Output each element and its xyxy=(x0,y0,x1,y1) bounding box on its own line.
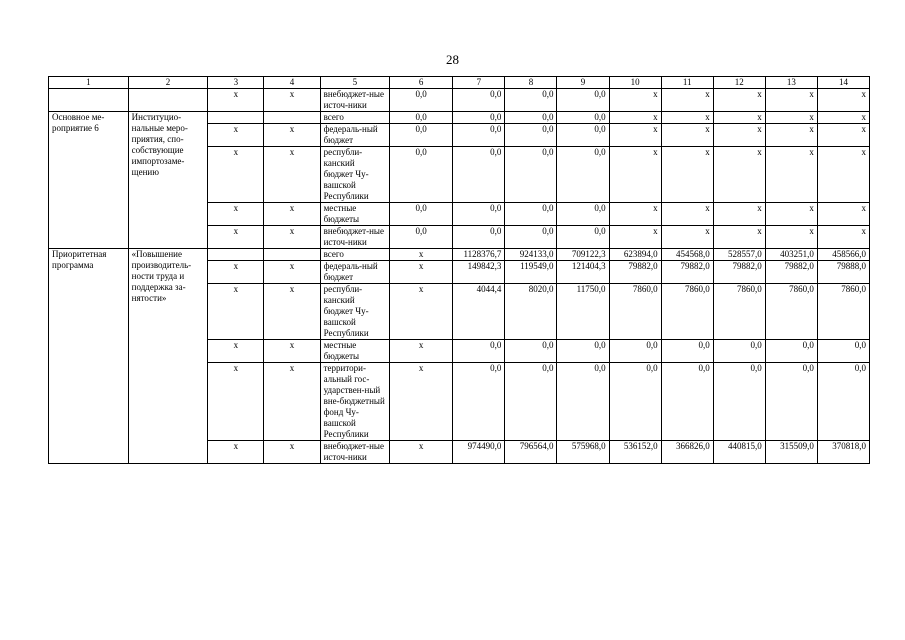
value-cell: 0,0 xyxy=(661,340,713,363)
value-cell: х xyxy=(208,124,264,147)
funding-source-cell: внебюджет-ные источ-ники xyxy=(320,89,389,112)
event-title-cell: Приоритетная программа xyxy=(49,249,129,464)
value-cell: х xyxy=(713,112,765,124)
value-cell: х xyxy=(208,340,264,363)
value-cell: 0,0 xyxy=(453,112,505,124)
value-cell: 458566,0 xyxy=(817,249,869,261)
column-number-5: 5 xyxy=(320,77,389,89)
value-cell: х xyxy=(765,124,817,147)
value-cell: х xyxy=(713,203,765,226)
value-cell: х xyxy=(661,203,713,226)
event-title-cell: Основное ме-роприятие 6 xyxy=(49,112,129,249)
value-cell: х xyxy=(390,441,453,464)
value-cell: х xyxy=(264,441,320,464)
value-cell: х xyxy=(817,203,869,226)
column-number-2: 2 xyxy=(128,77,208,89)
value-cell: 0,0 xyxy=(453,203,505,226)
value-cell: 315509,0 xyxy=(765,441,817,464)
column-number-13: 13 xyxy=(765,77,817,89)
value-cell: 7860,0 xyxy=(609,284,661,340)
value-cell: 0,0 xyxy=(713,340,765,363)
value-cell: 0,0 xyxy=(557,147,609,203)
value-cell: 440815,0 xyxy=(713,441,765,464)
value-cell: х xyxy=(390,363,453,441)
value-cell: 7860,0 xyxy=(713,284,765,340)
value-cell: 0,0 xyxy=(453,340,505,363)
column-number-8: 8 xyxy=(505,77,557,89)
value-cell: 149842,3 xyxy=(453,261,505,284)
value-cell: х xyxy=(661,124,713,147)
value-cell: х xyxy=(713,147,765,203)
column-number-12: 12 xyxy=(713,77,765,89)
value-cell: 79882,0 xyxy=(609,261,661,284)
table-row xyxy=(49,89,870,112)
funding-source-cell: территори-альный гос-ударствен-ный вне-бюджетный фонд Чу-вашской Республики xyxy=(320,363,389,441)
value-cell: 7860,0 xyxy=(765,284,817,340)
value-cell: 1128376,7 xyxy=(453,249,505,261)
value-cell: х xyxy=(208,226,264,249)
value-cell: х xyxy=(609,203,661,226)
table-row xyxy=(49,249,870,261)
column-number-3: 3 xyxy=(208,77,264,89)
value-cell: 575968,0 xyxy=(557,441,609,464)
value-cell: 0,0 xyxy=(609,340,661,363)
value-cell: 536152,0 xyxy=(609,441,661,464)
funding-source-cell: внебюджет-ные источ-ники xyxy=(320,226,389,249)
value-cell: 0,0 xyxy=(765,340,817,363)
page-number: 28 xyxy=(446,52,459,67)
value-cell: 119549,0 xyxy=(505,261,557,284)
value-cell: 0,0 xyxy=(557,89,609,112)
value-cell: 0,0 xyxy=(390,226,453,249)
column-number-10: 10 xyxy=(609,77,661,89)
value-cell: х xyxy=(609,226,661,249)
value-cell: 528557,0 xyxy=(713,249,765,261)
value-cell: 7860,0 xyxy=(817,284,869,340)
value-cell: х xyxy=(390,284,453,340)
value-cell: 0,0 xyxy=(661,363,713,441)
value-cell: х xyxy=(661,226,713,249)
value-cell: х xyxy=(765,203,817,226)
funding-source-cell: республи-канский бюджет Чу-вашской Республики xyxy=(320,147,389,203)
value-cell: х xyxy=(713,89,765,112)
value-cell: х xyxy=(817,124,869,147)
value-cell: 79882,0 xyxy=(765,261,817,284)
funding-source-cell: всего xyxy=(320,249,389,261)
value-cell: 0,0 xyxy=(453,226,505,249)
value-cell: 0,0 xyxy=(390,147,453,203)
value-cell: 11750,0 xyxy=(557,284,609,340)
value-cell: 0,0 xyxy=(390,89,453,112)
value-cell: х xyxy=(208,284,264,340)
value-cell xyxy=(264,112,320,124)
column-number-4: 4 xyxy=(264,77,320,89)
value-cell: 0,0 xyxy=(557,112,609,124)
value-cell: 0,0 xyxy=(505,89,557,112)
value-cell: 0,0 xyxy=(505,112,557,124)
value-cell: 79882,0 xyxy=(713,261,765,284)
funding-source-cell: всего xyxy=(320,112,389,124)
value-cell: 0,0 xyxy=(557,363,609,441)
value-cell: х xyxy=(208,203,264,226)
column-number-11: 11 xyxy=(661,77,713,89)
event-name-cell: «Повышение производитель-ности труда и поддержка за-нятости» xyxy=(128,249,208,464)
value-cell: х xyxy=(661,89,713,112)
value-cell: 0,0 xyxy=(557,203,609,226)
event-name-cell: Институцио-нальные меро-приятия, спо-собствующие импортозаме-щению xyxy=(128,112,208,249)
column-number-row xyxy=(49,77,870,89)
value-cell: х xyxy=(264,284,320,340)
column-number-14: 14 xyxy=(817,77,869,89)
value-cell: 623894,0 xyxy=(609,249,661,261)
value-cell: х xyxy=(609,124,661,147)
value-cell: 403251,0 xyxy=(765,249,817,261)
value-cell: х xyxy=(817,147,869,203)
value-cell: х xyxy=(264,203,320,226)
funding-source-cell: федераль-ный бюджет xyxy=(320,261,389,284)
value-cell: х xyxy=(208,261,264,284)
value-cell: 366826,0 xyxy=(661,441,713,464)
value-cell: х xyxy=(765,226,817,249)
value-cell: 7860,0 xyxy=(661,284,713,340)
value-cell: 4044,4 xyxy=(453,284,505,340)
value-cell: х xyxy=(264,124,320,147)
column-number-9: 9 xyxy=(557,77,609,89)
value-cell: х xyxy=(390,340,453,363)
value-cell: х xyxy=(765,112,817,124)
value-cell: 0,0 xyxy=(817,363,869,441)
value-cell: х xyxy=(390,249,453,261)
value-cell: х xyxy=(208,441,264,464)
value-cell: х xyxy=(208,147,264,203)
value-cell: 0,0 xyxy=(505,226,557,249)
value-cell: х xyxy=(609,147,661,203)
value-cell: х xyxy=(661,112,713,124)
value-cell: х xyxy=(765,147,817,203)
column-number-7: 7 xyxy=(453,77,505,89)
value-cell: х xyxy=(264,226,320,249)
value-cell: 0,0 xyxy=(817,340,869,363)
value-cell: 0,0 xyxy=(390,124,453,147)
value-cell: 796564,0 xyxy=(505,441,557,464)
value-cell xyxy=(208,112,264,124)
funding-source-cell: местные бюджеты xyxy=(320,203,389,226)
value-cell: х xyxy=(264,89,320,112)
event-name-cell xyxy=(128,89,208,112)
event-title-cell xyxy=(49,89,129,112)
column-number-1: 1 xyxy=(49,77,129,89)
value-cell: х xyxy=(713,226,765,249)
value-cell: 0,0 xyxy=(609,363,661,441)
value-cell: х xyxy=(208,89,264,112)
value-cell: 0,0 xyxy=(453,147,505,203)
value-cell: 0,0 xyxy=(557,340,609,363)
value-cell: 370818,0 xyxy=(817,441,869,464)
value-cell: х xyxy=(817,112,869,124)
value-cell: 79888,0 xyxy=(817,261,869,284)
value-cell: 0,0 xyxy=(557,226,609,249)
value-cell: 0,0 xyxy=(765,363,817,441)
value-cell xyxy=(264,249,320,261)
column-number-6: 6 xyxy=(390,77,453,89)
value-cell: 79882,0 xyxy=(661,261,713,284)
value-cell: 974490,0 xyxy=(453,441,505,464)
value-cell: 0,0 xyxy=(505,124,557,147)
value-cell: 0,0 xyxy=(390,203,453,226)
value-cell: 0,0 xyxy=(453,89,505,112)
funding-source-cell: местные бюджеты xyxy=(320,340,389,363)
value-cell: х xyxy=(661,147,713,203)
value-cell: 454568,0 xyxy=(661,249,713,261)
value-cell: х xyxy=(609,112,661,124)
value-cell: 8020,0 xyxy=(505,284,557,340)
value-cell: х xyxy=(609,89,661,112)
value-cell: х xyxy=(765,89,817,112)
value-cell: 0,0 xyxy=(713,363,765,441)
value-cell: х xyxy=(713,124,765,147)
value-cell: х xyxy=(264,340,320,363)
value-cell: 0,0 xyxy=(390,112,453,124)
value-cell: 0,0 xyxy=(505,340,557,363)
value-cell: 0,0 xyxy=(453,363,505,441)
value-cell: х xyxy=(264,261,320,284)
value-cell: х xyxy=(817,89,869,112)
value-cell: х xyxy=(264,363,320,441)
value-cell xyxy=(208,249,264,261)
value-cell: 0,0 xyxy=(505,363,557,441)
value-cell: 0,0 xyxy=(505,203,557,226)
value-cell: 121404,3 xyxy=(557,261,609,284)
funding-source-cell: республи-канский бюджет Чу-вашской Республики xyxy=(320,284,389,340)
value-cell: 924133,0 xyxy=(505,249,557,261)
value-cell: 0,0 xyxy=(453,124,505,147)
value-cell: х xyxy=(817,226,869,249)
value-cell: х xyxy=(264,147,320,203)
value-cell: 0,0 xyxy=(557,124,609,147)
value-cell: х xyxy=(390,261,453,284)
funding-source-cell: внебюджет-ные источ-ники xyxy=(320,441,389,464)
table-row xyxy=(49,112,870,124)
value-cell: х xyxy=(208,363,264,441)
funding-source-cell: федераль-ный бюджет xyxy=(320,124,389,147)
value-cell: 0,0 xyxy=(505,147,557,203)
budget-table xyxy=(48,76,870,464)
value-cell: 709122,3 xyxy=(557,249,609,261)
